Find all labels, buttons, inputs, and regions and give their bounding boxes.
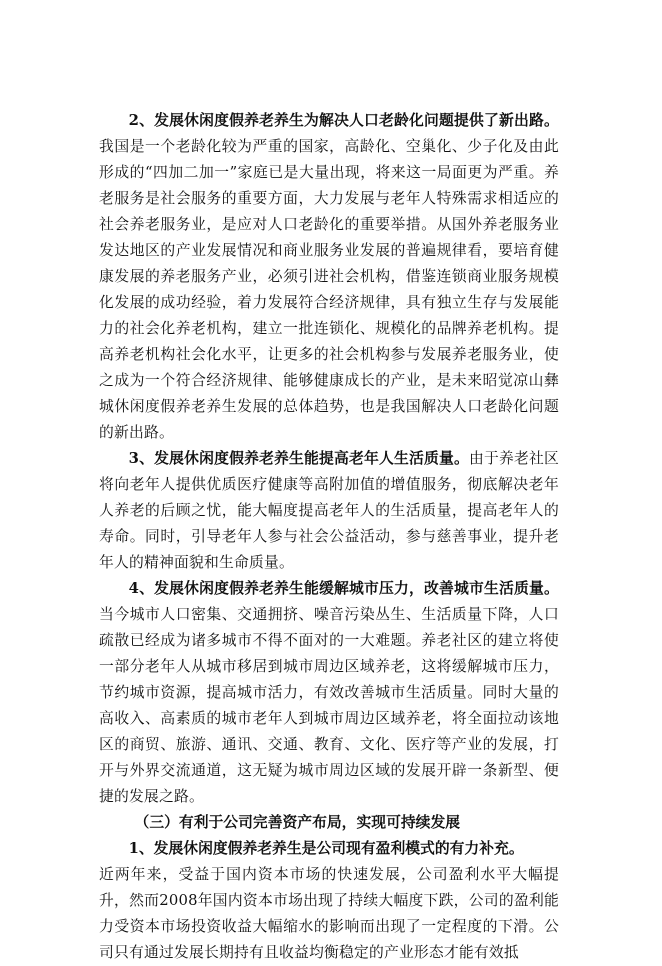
paragraph-3 bbox=[99, 446, 559, 576]
paragraph-2-body: 我国是一个老龄化较为严重的国家，高龄化、空巢化、少子化及由此形成的“四加二加一”家庭已是大量出现，将来这一局面更为严重。养老服务是社会服务的重要方面，大力发展与老年人特殊需求相适应的社会养老服务业，是应对人口老龄化的重要举措。从国外养老服务业发达地区的产业发展情况和商业服务业发展的普遍规律看，要培育健康发展的养老服务产业，必须引进社会机构，借鉴连锁商业服务规模化发展的成功经验，着力发展符合经济规律，具有独立生存与发展能力的社会化养老机构，建立一批连锁化、规模化的品牌养老机构。提高养老机构社会化水平，让更多的社会机构参与发展养老服务业，使之成为一个符合经济规律、能够健康成长的产业，是未来昭觉凉山彝城休闲度假养老养生发展的总体趋势，也是我国解决人口老龄化问题的新出路。 bbox=[99, 138, 559, 441]
section-heading: （三）有利于公司完善资产布局，实现可持续发展 bbox=[134, 814, 461, 831]
section-body: 近两年来，受益于国内资本市场的快速发展，公司盈利水平大幅提升，然而2008年国内资本市场出现了持续大幅度下跌，公司的盈利能力受资本市场投资收益大幅缩水的影响而出现了一定程度的下滑。公司只有通过发展长期持有且收益均衡稳定的产业形态才能有效抵 bbox=[99, 866, 559, 961]
paragraph-3-lead: 3、发展休闲度假养老养生能提高老年人生活质量。 bbox=[128, 450, 470, 467]
paragraph-4-body: 当今城市人口密集、交通拥挤、噪音污染丛生、生活质量下降，人口疏散已经成为诸多城市不得不面对的一大难题。养老社区的建立将使一部分老年人从城市移居到城市周边区域养老，这将缓解城市压力，节约城市资源，提高城市活力，有效改善城市生活质量。同时大量的高收入、高素质的城市老年人到城市周边区域养老，将全面拉动该地区的商贸、旅游、通讯、交通、教育、文化、医疗等产业的发展，打开与外界交流通道，这无疑为城市周边区域的发展开辟一条新型、便捷的发展之路。 bbox=[99, 606, 559, 805]
paragraph-3-body: 由于养老社区将向老年人提供优质医疗健康等高附加值的增值服务，彻底解决老年人养老的后顾之忧，能大幅度提高老年人的生活质量，提高老年人的寿命。同时，引导老年人参与社会公益活动，参与慈善事业，提升老年人的精神面貌和生命质量。 bbox=[99, 450, 560, 571]
paragraph-2 bbox=[99, 108, 559, 446]
section-subheading: 1、发展休闲度假养老养生是公司现有盈利模式的有力补充。 bbox=[128, 840, 524, 857]
paragraph-4 bbox=[99, 576, 559, 810]
document-body bbox=[99, 108, 559, 966]
paragraph-2-lead: 2、发展休闲度假养老养生为解决人口老龄化问题提供了新出路。 bbox=[128, 112, 560, 129]
paragraph-4-lead: 4、发展休闲度假养老养生能缓解城市压力，改善城市生活质量。 bbox=[128, 580, 560, 597]
